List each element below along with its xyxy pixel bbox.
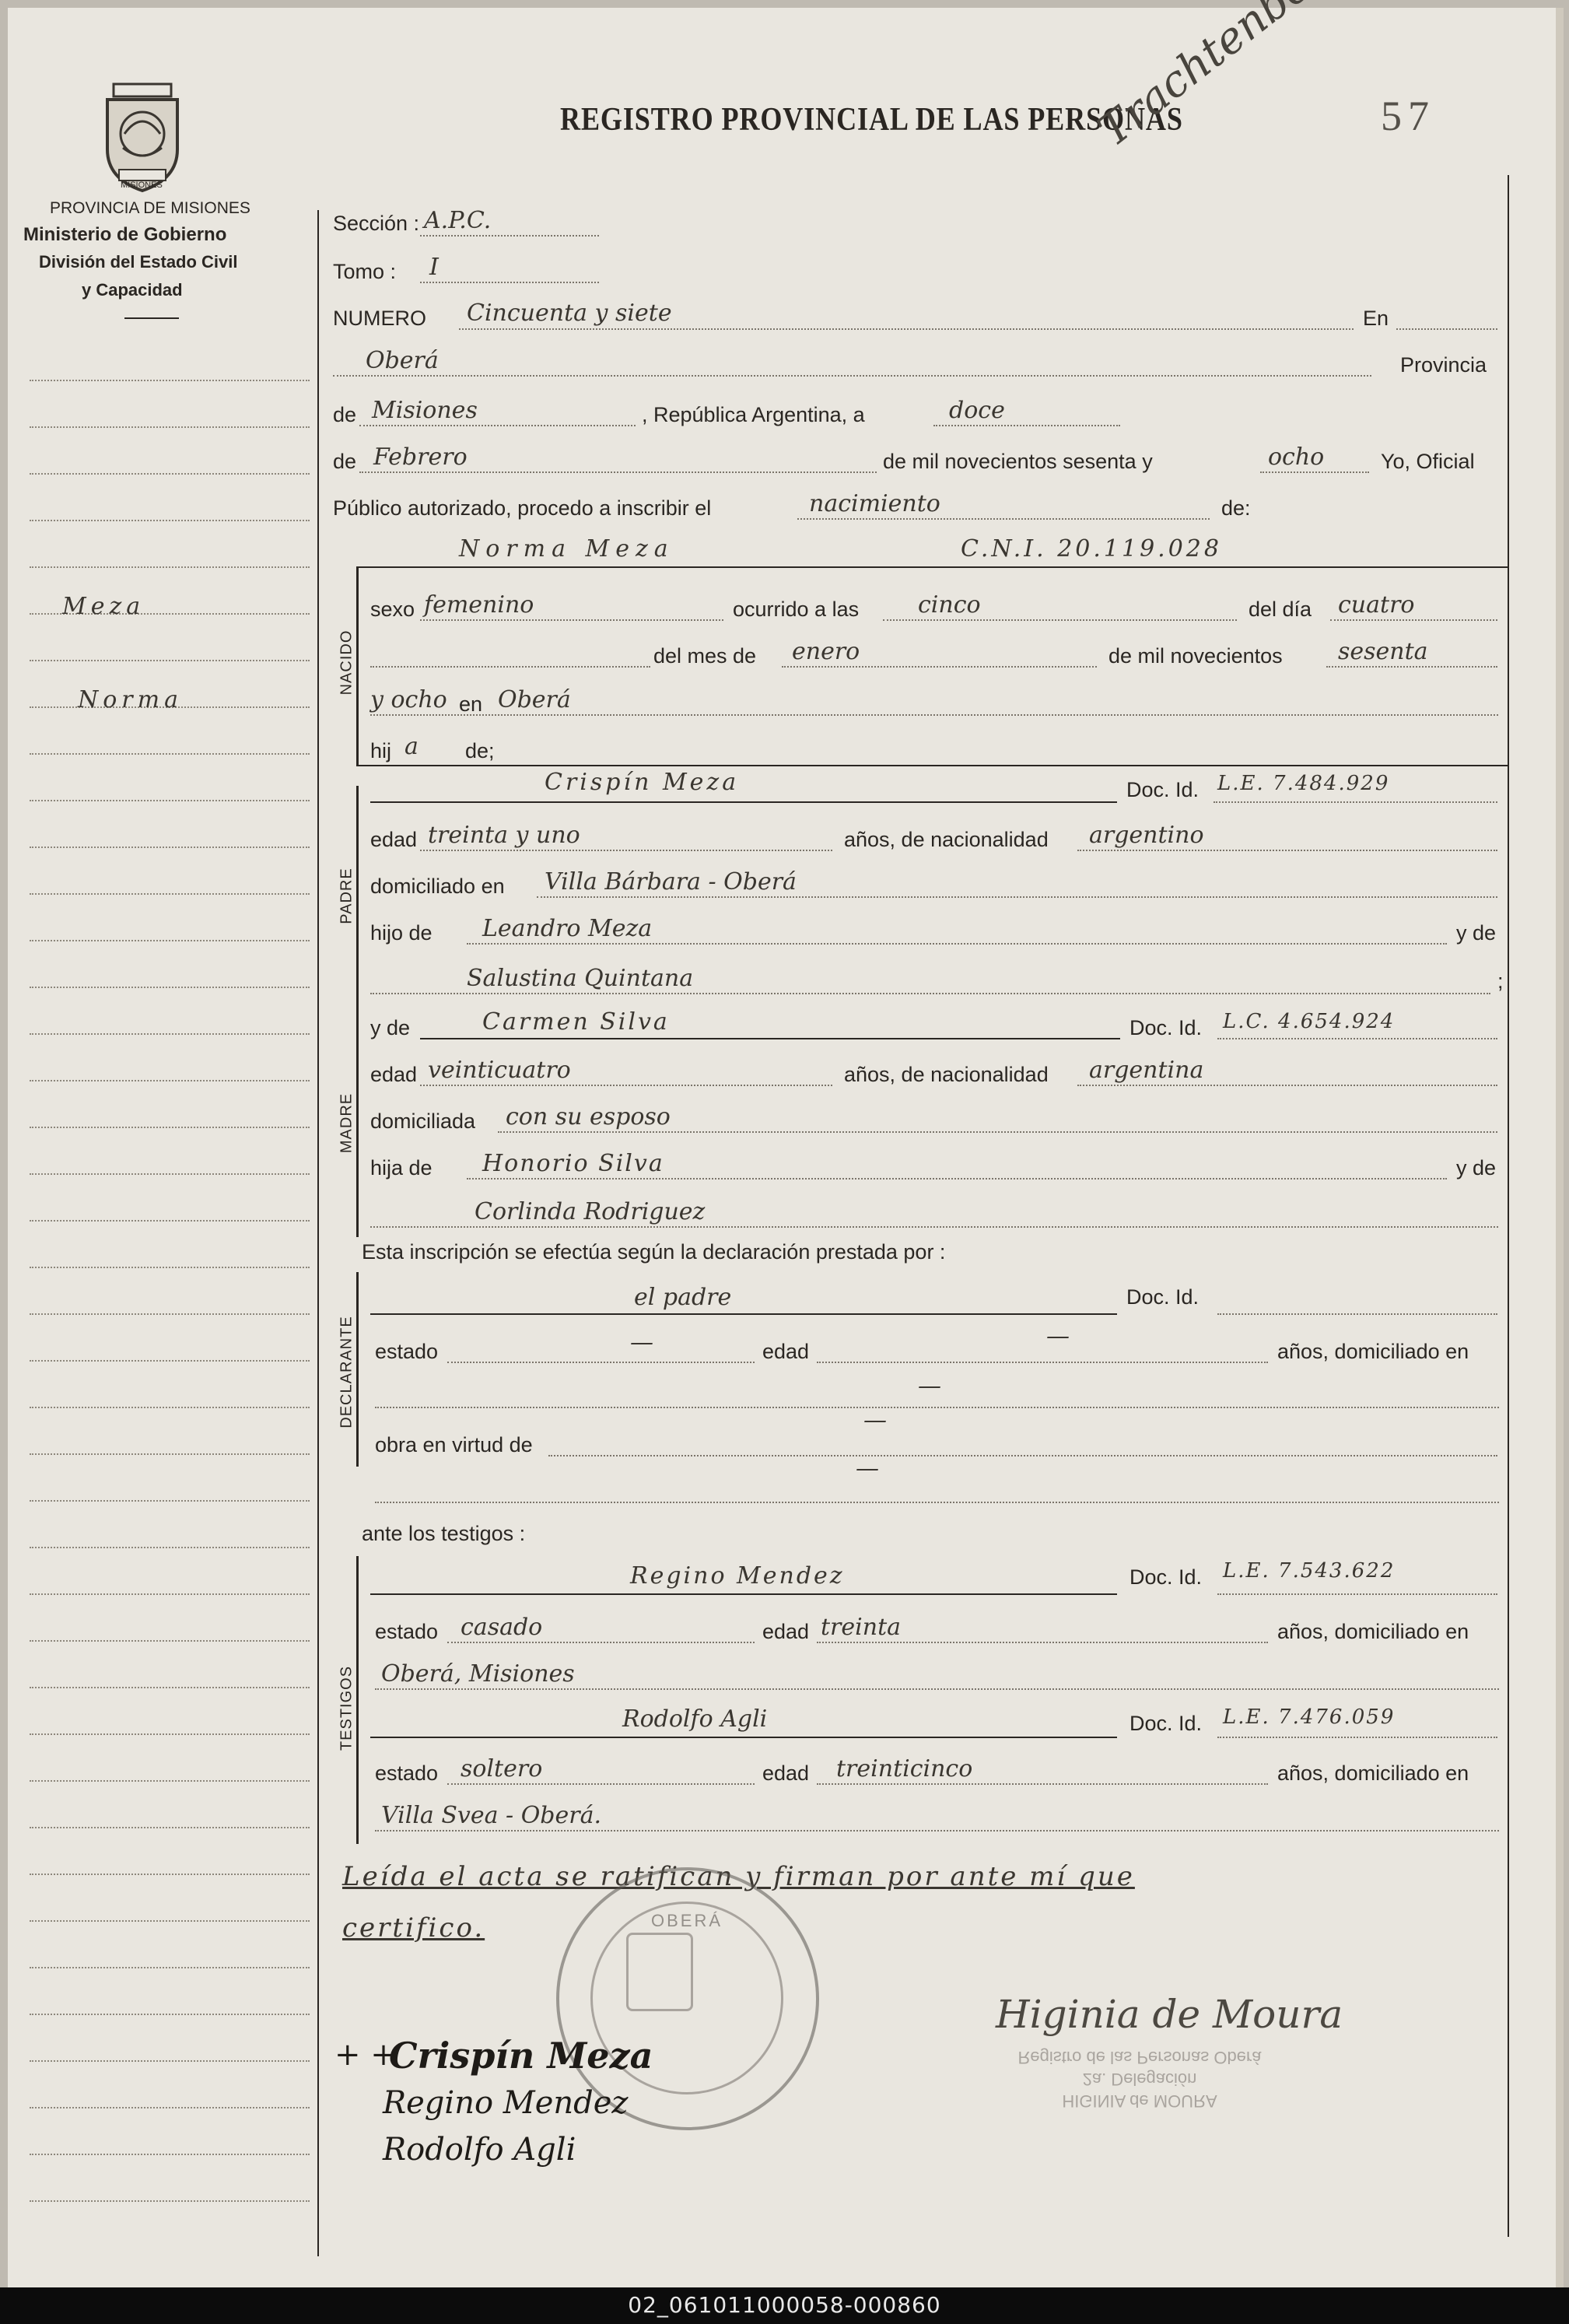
margin-surname: Meza [62,593,145,620]
anio-a-value[interactable]: sesenta [1338,638,1428,665]
declarante-name[interactable]: el padre [634,1284,732,1311]
declarante-obra-label: obra en virtud de [375,1433,533,1456]
padre-dom-label: domiciliado en [370,875,505,898]
madre-nac-label: años, de nacionalidad [844,1063,1049,1086]
lugar-value[interactable]: Oberá [498,686,571,713]
testigo2-doc[interactable]: L.E. 7.476.059 [1223,1705,1396,1729]
declarante-edad-label: edad [762,1340,810,1363]
margin-ruled-line [30,1920,310,1922]
day-line [933,425,1120,426]
anio-b-value[interactable]: y ocho [370,686,447,713]
testigo1-dom-line [375,1688,1499,1690]
padre-doc-label: Doc. Id. [1126,778,1200,801]
margin-ruled-line [30,2154,310,2155]
madre-doc[interactable]: L.C. 4.654.924 [1223,1010,1396,1033]
declarante-obra-line [548,1455,1497,1456]
madre-dom-line [498,1131,1497,1133]
madre-doc-label: Doc. Id. [1129,1016,1203,1039]
declarante-estado-line [447,1362,755,1363]
nacido-name[interactable]: Norma Meza [459,535,674,563]
oficial-label: Yo, Oficial [1381,450,1475,473]
testigo2-estado[interactable]: soltero [461,1755,543,1782]
seal-label: MISIONES [121,181,163,190]
tomo-label: Tomo : [333,260,397,283]
madre-padre-de[interactable]: Honorio Silva [482,1150,664,1177]
testigo1-name[interactable]: Regino Mendez [630,1562,845,1590]
madre-section-label: MADRE [338,1092,355,1154]
nacido-doc[interactable]: C.N.I. 20.119.028 [961,535,1222,563]
madre-hija-label: hija de [370,1156,433,1180]
division-name: División del Estado Civil [39,252,238,272]
day-value[interactable]: doce [949,397,1005,424]
margin-ruled-line [30,1967,310,1968]
margin-ruled-line [30,2014,310,2015]
anio-a-line [1326,666,1497,668]
margin-ruled-line [30,1874,310,1875]
margin-ruled-line [30,987,310,988]
page-title: REGISTRO PROVINCIAL DE LAS PERSONAS [560,102,1183,138]
nacido-top-rule [356,566,1508,568]
year-line [1260,471,1369,473]
testigos-section-bar [356,1556,359,1844]
testigo1-doc-label: Doc. Id. [1129,1565,1203,1589]
margin-ruled-line [30,1827,310,1828]
month-value[interactable]: Febrero [373,443,468,471]
margin-ruled-line [30,1033,310,1035]
hija-label-b: de; [465,739,495,762]
closing-line-1: Leída el acta se ratifican y firman por ante mí que [342,1861,1135,1892]
testigo2-edad[interactable]: treinticinco [836,1755,973,1782]
province-name: PROVINCIA DE MISIONES [50,199,250,217]
madre-nacionalidad[interactable]: argentina [1089,1057,1204,1084]
madre-doc-line [1217,1038,1497,1039]
madre-madre-line [370,1226,1498,1228]
en-line [1396,328,1497,330]
mirror-line-3: Registro de las Personas Oberá [1017,2048,1262,2067]
testigo1-doc[interactable]: L.E. 7.543.622 [1223,1559,1396,1583]
margin-ruled-line [30,566,310,568]
declarante-intro: Esta inscripción se efectúa según la declaración prestada por : [362,1240,946,1264]
madre-domicilio[interactable]: con su esposo [506,1103,671,1130]
margin-ruled-line [30,1687,310,1688]
testigo1-estado[interactable]: casado [461,1614,543,1641]
image-id-label: 02_061011000058-000860 [628,2292,941,2318]
madre-section-bar [356,1011,359,1237]
sexo-value[interactable]: femenino [424,591,534,619]
margin-ruled-line [30,893,310,895]
testigo2-doc-line [1217,1737,1497,1738]
testigo1-edad-label: edad [762,1620,810,1643]
padre-section-bar [356,786,359,1011]
testigo2-name[interactable]: Rodolfo Agli [622,1705,768,1733]
numero-line [459,328,1354,330]
dia-value[interactable]: cuatro [1338,591,1415,619]
declarante-dom-line [375,1407,1499,1408]
margin-ruled-line [30,1500,310,1502]
declarante-obra-line-2 [375,1502,1499,1503]
republica-label: , República Argentina, a [642,403,865,426]
declarante-section-label: DECLARANTE [338,1316,355,1428]
de-label-1: de [333,403,357,426]
testigo2-doc-label: Doc. Id. [1129,1712,1203,1735]
madre-edad-label: edad [370,1063,418,1086]
margin-ruled-line [30,660,310,661]
margin-ruled-line [30,1267,310,1268]
madre-name-line [420,1038,1120,1039]
margin-ruled-line [30,520,310,521]
header-rule-small [124,317,179,319]
padre-semicolon: ; [1497,969,1504,993]
page-number: 57 [1381,93,1435,139]
padre-y-de: y de [1456,921,1497,945]
madre-hija-line [467,1178,1447,1180]
padre-nac-line [1077,850,1497,851]
province-value[interactable]: Misiones [372,397,478,424]
en-label: En [1363,307,1389,330]
margin-ruled-line [30,2060,310,2062]
margin-ruled-line [30,940,310,941]
declarante-edad[interactable]: — [1046,1323,1070,1350]
nacido-section-label: NACIDO [338,629,355,696]
year-label: de mil novecientos sesenta y [883,450,1153,473]
margin-ruled-line [30,800,310,801]
padre-name-line [370,801,1117,803]
margin-ruled-line [30,1780,310,1782]
padre-doc-line [1214,801,1497,803]
declarante-domicilio[interactable]: — [918,1372,941,1400]
lugar-line [370,714,1498,716]
main-frame-right [1508,175,1509,2237]
publico-label: Público autorizado, procedo a inscribir el [333,496,712,520]
declarante-obra[interactable]: — [863,1407,887,1434]
margin-ruled-line [30,1080,310,1081]
margin-ruled-line [30,1593,310,1595]
ocurrido-label: ocurrido a las [733,598,860,621]
madre-name[interactable]: Carmen Silva [482,1008,670,1036]
madre-y-de: y de [1456,1156,1497,1180]
madre-y-de-label: y de [370,1016,411,1039]
provincia-label: Provincia [1400,353,1487,377]
margin-ruled-line [30,1360,310,1362]
padre-nacionalidad[interactable]: argentino [1089,822,1204,849]
signature-crispin: Crispín Meza [389,2035,653,2077]
hora-line [883,619,1237,621]
year-value[interactable]: ocho [1268,443,1325,471]
numero-label: NUMERO [333,307,426,330]
padre-name[interactable]: Crispín Meza [545,769,740,796]
testigo1-estado-line [447,1642,755,1643]
madre-edad[interactable]: veinticuatro [428,1057,571,1084]
padre-hijo-label: hijo de [370,921,433,945]
padre-section-label: PADRE [338,868,355,924]
declarante-edad-line [817,1362,1268,1363]
del-dia-label: del día [1249,598,1312,621]
signature-regino: Regino Mendez [383,2085,629,2121]
dia-line [1330,619,1497,621]
padre-madre-line [370,993,1490,994]
mes-value[interactable]: enero [792,638,860,665]
main-frame-left [317,210,319,2256]
madre-edad-line [420,1085,832,1086]
padre-edad-label: edad [370,828,418,851]
margin-ruled-line [30,1453,310,1455]
declarante-estado-label: estado [375,1340,439,1363]
margin-ruled-line [30,1407,310,1408]
nacido-section-bar [356,566,359,765]
margin-ruled-line [30,1313,310,1315]
mes-pre-line [370,666,650,668]
margin-given-name: Norma [78,686,183,713]
margin-ruled-line [30,2107,310,2108]
testigo1-edad[interactable]: treinta [821,1614,902,1641]
stamp-ring-text: OBERÁ [651,1911,723,1930]
padre-domicilio[interactable]: Villa Bárbara - Oberá [545,868,797,896]
testigo1-domicilio[interactable]: Oberá, Misiones [381,1660,575,1688]
declarante-section-bar [356,1272,359,1467]
testigo1-dom-label: años, domiciliado en [1277,1620,1469,1643]
testigo2-dom-line [375,1830,1499,1832]
seccion-label: Sección : [333,212,420,235]
testigos-section-label: TESTIGOS [338,1665,355,1751]
margin-ruled-line [30,426,310,428]
mirror-line-2: 2a. Delegación [1082,2070,1197,2089]
de-label-2: de [333,450,357,473]
tomo-line [420,282,599,283]
padre-dom-line [537,896,1497,898]
de-colon-label: de: [1221,496,1251,520]
declarante-doc-label: Doc. Id. [1126,1285,1200,1309]
signature-marks: + + [334,2037,397,2073]
padre-madre-de[interactable]: Salustina Quintana [467,965,694,992]
division-name-2: y Capacidad [82,280,183,300]
testigo2-domicilio[interactable]: Villa Svea - Oberá. [381,1802,602,1829]
mes-label: del mes de [653,644,757,668]
margin-ruled-line [30,1173,310,1175]
testigo1-edad-line [817,1642,1268,1643]
testigo2-estado-line [447,1783,755,1785]
nacido-bottom-rule [356,765,1508,766]
padre-doc[interactable]: L.E. 7.484.929 [1217,772,1390,795]
testigo2-dom-label: años, domiciliado en [1277,1761,1469,1785]
madre-dom-label: domiciliada [370,1109,476,1133]
testigo1-estado-label: estado [375,1620,439,1643]
sexo-line [420,619,723,621]
testigo1-doc-line [1217,1593,1497,1595]
testigo2-name-line [370,1737,1117,1738]
mil-label: de mil novecientos [1108,644,1283,668]
madre-nac-line [1077,1085,1497,1086]
mirror-line-1: HIGINIA de MOURA [1062,2091,1217,2111]
hija-label-a: hij [370,739,392,762]
testigo2-edad-line [817,1783,1268,1785]
testigo2-edad-label: edad [762,1761,810,1785]
declarante-doc-line [1217,1313,1497,1315]
hija-suffix[interactable]: a [405,733,419,760]
margin-ruled-line [30,473,310,475]
hora-value[interactable]: cinco [918,591,981,619]
margin-ruled-line [30,1547,310,1548]
margin-ruled-line [30,1127,310,1128]
city-value[interactable]: Oberá [366,347,439,374]
city-line [333,375,1371,377]
sexo-label: sexo [370,598,415,621]
testigo1-name-line [370,1593,1117,1595]
mes-line [782,666,1097,668]
en-lugar-label: en [459,692,483,716]
declarante-estado[interactable]: — [630,1329,653,1356]
acto-line [797,518,1210,520]
margin-ruled-line [30,1640,310,1642]
testigo2-estado-label: estado [375,1761,439,1785]
madre-madre-de[interactable]: Corlinda Rodriguez [475,1198,706,1225]
closing-line-2: certifico. [342,1912,485,1944]
margin-ruled-line [30,1733,310,1735]
declarante-name-line [370,1313,1117,1315]
testigos-intro: ante los testigos : [362,1522,526,1545]
seccion-line [420,235,599,237]
ministry-name: Ministerio de Gobierno [23,224,227,245]
acto-value[interactable]: nacimiento [809,490,940,517]
margin-ruled-line [30,2200,310,2202]
official-signature: Higinia de Moura [996,1992,1343,2037]
padre-edad[interactable]: treinta y uno [428,822,580,849]
mirrored-stamp [1011,2046,1268,2112]
padre-padre-de[interactable]: Leandro Meza [482,915,653,942]
province-line [359,425,636,426]
margin-ruled-line [30,380,310,381]
margin-ruled-line [30,847,310,848]
declarante-dom-label: años, domiciliado en [1277,1340,1469,1363]
signature-rodolfo: Rodolfo Agli [383,2132,576,2168]
margin-ruled-line [30,753,310,755]
month-line [359,471,877,473]
margin-ruled-line [30,1220,310,1222]
declarante-obra-2[interactable]: — [856,1455,879,1482]
padre-edad-line [420,850,832,851]
seccion-value[interactable]: A.P.C. [424,207,492,234]
tomo-value[interactable]: I [429,254,439,281]
numero-value[interactable]: Cincuenta y siete [467,300,672,327]
provincial-seal-icon [100,78,185,195]
padre-nac-label: años, de nacionalidad [844,828,1049,851]
footer-band [0,2287,1569,2324]
padre-hijo-line [467,943,1447,945]
